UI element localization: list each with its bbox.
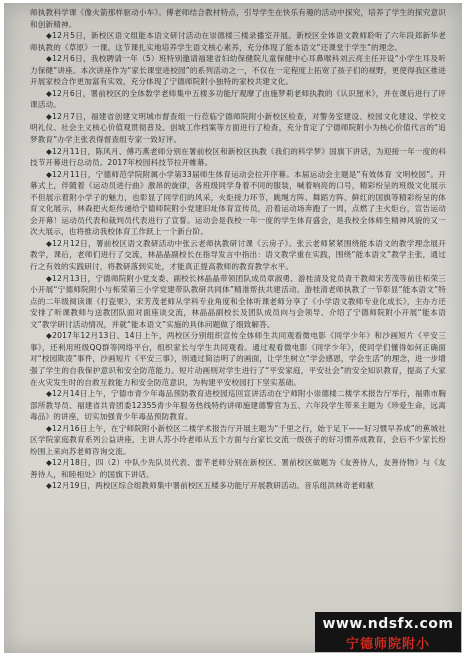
document-page bbox=[4, 3, 462, 653]
news-item-dec5: ◆12月5日，新校区语文组能本语文研讨活动在崇德楼三楼录播室开展。新校区全体语文教师聆听了六年段郑新华老师执教的《草原》一课。这节课扎实地培养学生语文核心素养，充分体现了能本语文“还课堂于学生”的理念。 bbox=[30, 31, 446, 52]
paragraph-continuation: 师执教科学课《像火箭那样驱动小车》。傅老师结合教材特点，引导学生在快乐有趣的活动中探究，培养了学生的探究意识和创新精神。 bbox=[30, 8, 446, 29]
news-item-dec6-math: ◆12月6日，署前校区的全体数学老师集中五楼多功能厅观摩了由施梦莉老师执教的《认识厘米》，并在课后进行了评课活动。 bbox=[30, 88, 446, 110]
site-watermark bbox=[315, 612, 461, 652]
news-item-dec11-science: ◆12月11日，陈风月、傅巧燕老师分别在署前校区和新校区执教《我们的科学梦》国旗下讲话，为迎接一年一度的科技节开幕进行总动员。2017年校园科技节拉开帷幕。 bbox=[30, 146, 446, 168]
news-item-dec14: ◆12月14日上午，宁德市青少年毒品预防教育进校园巡回宣讲活动在宁师附小崇德楼二楼学术报告厅举行，福鼎市胸部所教导员、福建省共青团委12355青少年服务热线特约讲师施建德警官为五、六年段学生带来主题为《珍爱生命，远离毒品》的讲座，切实加强青少年毒品预防教育。 bbox=[30, 389, 446, 422]
news-item-dec13: ◆12月13日，宁德师院附小党支委、副校长林晶晶带领团队成员章淑勇、游桂清及党员青干教师宋芳茂等前往柘荣三小开展“宁德师院附小与柘荣第三小学党建带队教研共同体”精准帮扶共建活动。游桂清老师执教了一节彰显“能本语文”特点的二年级阅读课《打瓷果》，宋芳茂老师从学科专业角度和全体听课老师分享了《小学语文教师专业化成长》，主办方还安排了听课教师与送教团队面对面座谈交流，林晶晶副校长及团队成员向与会领导、介绍了宁德师院附小开展“能本语文”教学研讨活动情况，并就“能本语文”实施的具体问题做了细致解答。 bbox=[30, 273, 446, 329]
news-item-dec12: ◆12月12日，署前校区语文教研活动中张云老师执教研讨课《云房子》。张云老师紧紧围绕能本语文的教学理念展开教学，课后，老师们进行了交流，林晶晶副校长在指导发言中指出：语文教学重在实践，围绕“能本语文”教学主张，通过行之有效的实践研讨，将教研落到实处，才能真正提高教师的教育教学水平。 bbox=[30, 238, 446, 272]
news-item-dec16: ◆12月16日上午，在宁师院附小新校区二楼学术报告厅开展主题为“千里之行，始于足下——好习惯早养成”的蕉城社区学院家庭教育系列公益讲座，主讲人苏小玲老师从五个方面与台家长交流一级孩子的好习惯养成教育，会后不少家长纷纷围上来向苏老师咨询交流。 bbox=[30, 423, 446, 456]
watermark-url: www.ndsfx.com bbox=[322, 616, 454, 632]
news-item-dec19: ◆12月19日，两校区综合组教师集中署前校区五楼多功能厅开展教研活动。音乐组洪林奇老师献 bbox=[45, 481, 374, 491]
news-item-dec6-lecture: ◆12月6日，我校聘请一年（5）班特别邀请福建省妇幼保健院儿童保健中心耳鼻喉科刘云亮主任开设“小学生耳及听力保健”讲座。本次讲座作为“家长课堂进校园”的系列活动之一，不仅在一定程度上拓宽了孩子们的视野，更使得我区推进开展家校合作更加富有实效，充分体现了宁德师院附小独特的家校共建文化。 bbox=[30, 54, 446, 87]
document-body bbox=[30, 7, 446, 492]
news-item-dec18: ◆12月18日，四（2）中队少先队员代表、雷芊老师分别在新校区、署前校区做题为《友善待人，友善待物》与《友善待人，和睦相处》的国旗下讲话。 bbox=[30, 458, 446, 479]
news-item-dec11-sports: ◆12月11日，宁德师范学院附属小学第33届师生体育运动会拉开序幕。本届运动会主题是“有效体育 文明校园”。开幕式上，伴随着《运动员进行曲》激昂的旋律，各班级同学身着不同的服装，喊着响亮的口号，精彩纷呈的班级文化展示不但展示着附小学子的魅力，也彰显了同学们的风采，火炬接力环节，跳绳方阵、舞蹈方阵、鲜红的国旗等精彩纷呈的体育文化展示，林森把火炬传递给宁德师院附小党建旧址体育宣传员，沿着运动场奔跑了一周，点燃了主火炬台，宣告运动会开幕！运动员代表和裁判员代表进行了宣誓。运动会是我校一年一度的学生体育盛会，是我校全体师生精神风貌的又一次大展示，也将推动我校体育工作跃上一个新台阶。 bbox=[30, 169, 446, 237]
news-item-dec7: ◆12月7日，福建省创建文明城市督查组一行莅临宁德师院附小新校区检查，对警务室建设、校园文化建设、学校文明礼仪、社会主义核心价值观贯彻普及、创城工作档案等方面进行了检查，充分肯定了宁德师院附小为核心价值代言的“追梦教育”办学主张表得督查组专家一致好评。 bbox=[30, 111, 446, 145]
watermark-school-name: 宁德师院附小 bbox=[345, 637, 430, 652]
news-item-dec13-14: ◆2017年12月13日、14日上午，两校区分别组织宣传全体师生共同观看微电影《同学少年》和沙画短片《平安三事》，还利用班级QQ群等网络平台，组织家长与学生共同观看。通过观看微电影《同学少年》，使同学们懂得如何正确面对“校园欺凌”事件，沙画短片《平安三事》，则通过简洁明了的画面，让学生树立“学会感恩，学会生活”的理念，进一步增强了学生的自我保护意识和安全防范能力。短片动画则对学生进行了“平安家庭，平安社会”的安全知识教育，提高了大家在火灾发生时的自救互救能力和安全防范意识，为构建平安校园打下坚实基础。 bbox=[30, 331, 446, 387]
